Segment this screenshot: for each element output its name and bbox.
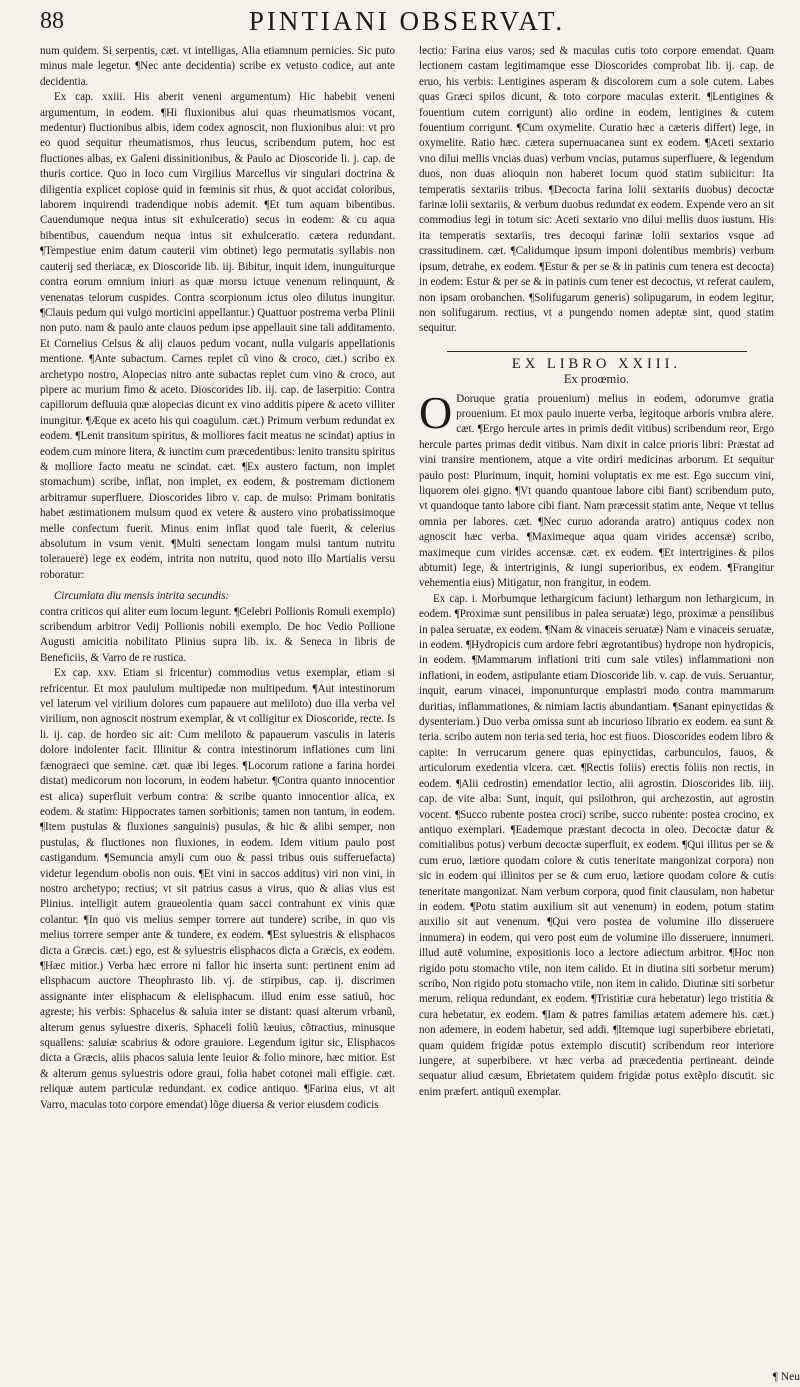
paragraph: Ex cap. xxiii. His aberit veneni argumentum) Hic habebit veneni argumentum, in eodem. ¶Hi fluxionibus alui quas rheumatismos vocant, medentur) fluctionibus albis, idem codex agnoscit, non fluxionibus alui: vt pro eo quod sequitur rheumatismos, rhus leucus, scribendum putem, hoc est fluctiones albas, ex Galeni dissinitionibus, & Paulo ac Dioscoride li. j. cap. de thuris cortice. Quo in loco cum Virgilius Marcellus vir singulari doctrina & diligentia explicet copiose quid in fœminis sit rhus, & quot accidat coloribus, laborem inquirendi tradendique nobis ademit. ¶Et tum aquam bibentibus. Cauendumque nequa intus sit exhulceratio) secus in eodem: & cu aqua bibentibus, cauendum nequa intus sit exhulceratio. cætera redundant. ¶Tempestiue enim datum cauterii vim obtinet) lego permutatis syllabis non cauterij sed theriacæ, ex Dioscoride lib. iij. Bibitur, inquit idem, inunguiturque contra eorum omnium iniuri as quæ morsu ictuue venenum relinquunt, & venenatas telorum cuspides. Contra scorpionum ictus oleo dilutus inungitur. ¶Clauis pedum qui vulgo morticini appellantur.) Quattuor postrema verba Plinii non puto. nam & paulo ante clauos pedum ipse appellauit sine tali additamento. Et Cornelius Celsus & alij clauos pedum vocant, nulla vulgaris appellationis mentione. ¶Ante subactum. Carnes replet cũ vino & croco, cæt.) scribo ex archetypo nostro, Alopecias nitro ante subactas replet cum vino & croco, aut pipere ac murium fimo & aceto. Dioscorides lib. iij. cap. de laserpitio: Contra capillorum defluuia quæ alopecias dicunt ex vino additis pipere & aceto villiter inungitur. ¶Æque ex aceto his qui coagulum. cæt.) Primum verbum redundat ex eodem. ¶Lenit transitum spiritus, & molliores facit meatus ne scindat) aptius in eodem cum minore litera, & iunctim cum præcedentibus: lenito transitu spiritus & molliore facto meatu ne scindat. cæt. ¶Ex austero factum, non implet stomachum) scribe, inflat, non implet, ex eodem, & postremam dictionem arbitramur superfluere. Dioscorides libro v. cap. de mulso: Primam bonitatis habet æstimationem mulsum quod ex vetere & austero vino probatissimoque melle confectum fuerit. Minus enim inflat quod tale fuerit, & celerius absolutum in vsum venit. ¶Multi senectam longam mulsi tantum nutritu tolerauere) lege ex eodem, intrita non nutritu, quod noto illo Martialis versu roboratur:: [40, 91, 395, 581]
paragraph: num quidem. Si serpentis, cæt. vt intelligas, Alia etiamnum pernicies. Sic puto minus male legetur. ¶Nec ante decidentia) scribe ex vetusto codice, aut ante decidentia.: [40, 45, 395, 88]
verse-quotation: Circumlata diu mensis intrita secundis:: [54, 590, 230, 603]
section-rule: [447, 351, 747, 352]
section-title: EX LIBRO XXIII.: [511, 355, 682, 372]
section-subtitle: Ex proœmio.: [563, 372, 630, 387]
running-title: PINTIANI OBSERVAT.: [248, 6, 566, 36]
paragraph-text: Doruque gratia prouenium) melius in eodem, odorumve gratia prouenium. Et mox paulo inuerte verba, legitoque arboris vmbra alere. cæt. ¶Ergo hercule artes in primis dedit vitibus) scribendum reor, Ergo hercule partes primas dedit vitibus. Nam dixit in calce prioris libri: Præstat ad vini transire mentionem, atque a vite ordiri medicinas arborum. Et sequitur paulo post: Plurimum, inquit, homini voluptatis ex me est. Ego succum vini, liquorem olei gigno. ¶Vt quando quantoue labore cibi fiant) scribendum puto, vt quandoque tanto labore cibi fiant. Nam præcessit statim ante, Neque vt tellus omnia per labores. cæt. ¶Nec curuo adoranda aratro) antiquus codex non agnoscit hæc verba. ¶Maximeque aqua quam virides accensæ) scribo, maximeque cum virides accensæ. cæt. ex eodem. ¶Et intertrigines & pilos abtumit) lege, & intertriginis, & iungi superioribus, ex eodem. ¶Frangitur vehementia eius) Mitigatur, non frangitur, in eodem.: [419, 392, 774, 590]
paragraph: lectio: Farina eius varos; sed & maculas cutis toto corpore emendat. Quam lectionem castam legitimamque esse Dioscorides comprobat lib. ij. cap. de eruo, his verbis: Lentigines asperam & discolorem cum a sole cutem. Labes quas Græci spilos dicunt, & toto corpore maculas exterit. ¶Lentigines & fouentium cutem corrigunt) alio ordine in eodem, lentigines & cutem fouentium corrigunt. ¶Cum oxymelite. Curatio hæc a cæteris differt) lege, in oxymelite. Ratio hæc. cætera supernuacanea sunt ex eodem. ¶Aceti sextario vno dilui mellis vncias duas) verbum vncias, putamus superfluere, & legendum duos, non duas alioquin non haberet locum quod statim subiicitur: Ita temperatis sextariis tribus. ¶Decocta farina lolii sextariis duobus) decoctæ farinæ lolii sextariis, & verbum duobus redundat ex eodem. Expende vero an sit commodius legi in totum sic: Aceti sextario vno dilui mellis duos iustum. His ita temperatis sextariis, tres decoqui farinæ lolii sextarios vsque ad crassitudinem. cæt. ¶Calidumque ipsum imponi dolentibus membris) verbum ipsum, detrahe, ex eodem. ¶Estur & per se & in patinis cum tenera est decocta) in eodem: Estur & per se & in patinis cum tener est decoctus, vt referat caulem, non ipsam orobanchen. ¶Solifugarum generis) solipugarum, in eodem legitur, non solifugarum. rectius, vt a pungendo nomen adeptæ sint, quod statim sequitur.: [419, 45, 774, 335]
section-heading: [419, 351, 774, 388]
paragraph: [419, 386, 774, 592]
text-columns: [40, 44, 774, 1380]
paragraph: Ex cap. xxv. Etiam si fricentur) commodius vetus exemplar, etiam si refricentur. Et mox paululum multipedæ non multipedum. ¶Aut intestinorum vel laterum vel virilium dolores cum papauere aut meliloto) duo illa verba vel virilium, non agnoscit nostrum exemplar, & vt colligitur ex Dioscoride, recte. Is li. ij. cap. de hordeo sic ait: Cum meliloto & papauerum vasculis in lateris dolore indolenter facit. Illinitur & contra intestinorum inflationes cum lini fænograeci que semine. cæt. quæ ibi leges. ¶Locorum ratione a farina hordei distat) medicorum non locorum, in eodem habetur. ¶Contra quanto innocentior est alica) superfluit verbum contra: & scribe quanto innocentior alica, ex eodem. & statim: Hippocrates tamen sorbitionis; tamen non tantum, in eodem. ¶Item pustulas & fluxiones sanguinis) pusulas, & hic & alibi semper, non pustulas, & fluctiones non fluxiones, in eodem. Idem vitium paulo post castigandum. ¶Semuncia amyli cum ouo & passi tribus ouis sufferuefacta) videtur legendum obolis non ouis. ¶Et vini in saccos additus) viri non vini, in nostro archetypo; rectius; vt sit patrius casus a virus, quo & alias vius est Plinius. intelligit autem graueolentia quam sacci contrahunt ex vinis quæ colantur. ¶In quo vis melius semper torrere aut tundere) scribe, in quo vis melius torrere semper ante & tundere, ex eodem. ¶Est syluestris & elisphacos dicta a Græcis. cæt.) ego, est & syluestris elisphacos dicta a Græcis, ex eodem. ¶Hæc mitior.) Verba hæc errore ni fallor hic inserta sunt: pertinent enim ad elisphacum auctore Theophrasto lib. vj. de stirpibus, cap. ij. discrimen assignante inter elisphacum & elelisphacum. illud enim esse satiuũ, hoc agreste; his verbis: Sphacelus & saluia inter se distant: quasi alterum vrbanũ, alterum genus syluestre dixeris. Sphaceli foliũ læuius, cõtractius, minusque squallens: saluiæ scabrius & odore grauiore. Legendum igitur sic, Elisphacos dicta a Græcis, aliis phacos saluia lente leuior & folio minore, hæc mitior. Est & alterum genus syluestris odore graui, folia habet cotonei mali effigie. cæt. reliquæ autem particulæ redundant. ex codice antiquo. ¶Farina eius, vt ait Varro, maculas toto corpore emendat) lõge diuersa & verior eiusdem codicis: [40, 667, 395, 1111]
left-column: [40, 44, 395, 1380]
catchword: ¶ Neu: [772, 1371, 800, 1383]
page-number: 88: [40, 8, 64, 34]
paragraph: contra criticos qui aliter eum locum legunt. ¶Celebri Pollionis Romuli exemplo) scribendum arbitror Vedij Pollionis nobili exemplo. De hoc Vedio Pollione Augusti amicitia nobilitato Plinius supra lib. ix. & Seneca in libris de Beneficiis, & Varro de re rustica.: [40, 605, 395, 664]
right-column: [419, 44, 774, 1380]
page-header: [40, 4, 774, 46]
paragraph: Ex cap. i. Morbumque lethargicum faciunt) lethargum non lethargicum, in eodem. ¶Proximæ sunt pensilibus in palea seruatæ) lego, proximæ a pensilibus in palea seruatæ, ex eodem. ¶Nam & vinaceis seruatæ) Nam e vinaceis seruatæ, in eodem. ¶Hydropicis cum ardore febri ægrotantibus) hydrope non hydropicis, in eodem. ¶Mammarum inflationi triti cum sale vtiles) inflammationi non inflationi, in eodem, astipulante etiam Dioscoride lib. v. cap. de vuis. Seruantur, inquit, earum vinacei, imponunturque emplastri modo contra mammarum duritias, inflammationes, & nimiam lactis abundantiam. ¶Sanant epinyctidas & dysenteriam.) Duo verba omissa sunt ab incurioso librario ex eodem. ea sunt & teria. scribo autem non teria sed teria, hoc est fiuos. Dioscorides eodem libro & capite: In verrucarum genere quas epinyctidas, carbunculos, fauos, & articulorum exedentia vlcera. cæt. ¶Rectis foliis) erectis foliis non rectis, in eodem. ¶Alii cedrostin) emendatior lectio, alii agrostin. Dioscorides lib. iiij. cap. de vite alba: Sunt, inquit, qui psilothron, qui archezostin, aut agrostin vocent. ¶Succo rubente postea croci) scribe, succo rubente: postea crocino, ex antiquo exemplari. ¶Eademque præstant decocta in oleo. Decoctæ datur & comitialibus potus) verbum decoctæ superfluit, ex eodem. ¶Qui illitus per se & cum eruo, lætiore quodam colore & cutis teneritate mangonizat corpora) non sic in eodem qui illinitos per se & cum eruo, lætiore quodam colore & cutis teneritate mangonizat. Nam verbum corpora, quod finit clausulam, non habetur in eodem. ¶Potu statim auxilium sit aut venenum) in eodem, potum statim auxilio sit aut venenum. ¶Qui vero postea de volumine illo disseruere innumera) in eodem, qui vero post eum de volumine illo disseruere, innumeri. illud autē volumine, expositionis loco a lectore adiectum arbitror. ¶Hoc non rigido potu stomacho vtile, non item calido. Et in diutina siti sorbetur merum) scribo, Non rigido potu stomacho vtile, non item in calido. Diutinæ siti sorbetur merum. reliqua redundant, ex eodem. ¶Tristitiæ cura hebetatur) lego tristitia & cura hebetatur, ex eodem. ¶Iam & patres familias ætatem ademere his. cæt.) non ademere, in eodem habetur, sed addi. ¶Itemque iugi superbibere ebrietati, quam quidem frigidæ potus extemplo discutit) scribendum reor interiore iungere, at superbibere. vt hæc verba ad præcedentia pertineant. deinde sequatur aliud cæsum, Ebrietatem quidem frigidæ potus extẽplo discutit. sic enim præfert. antiquũ exemplar.: [419, 592, 774, 1098]
drop-cap: O: [419, 386, 453, 438]
